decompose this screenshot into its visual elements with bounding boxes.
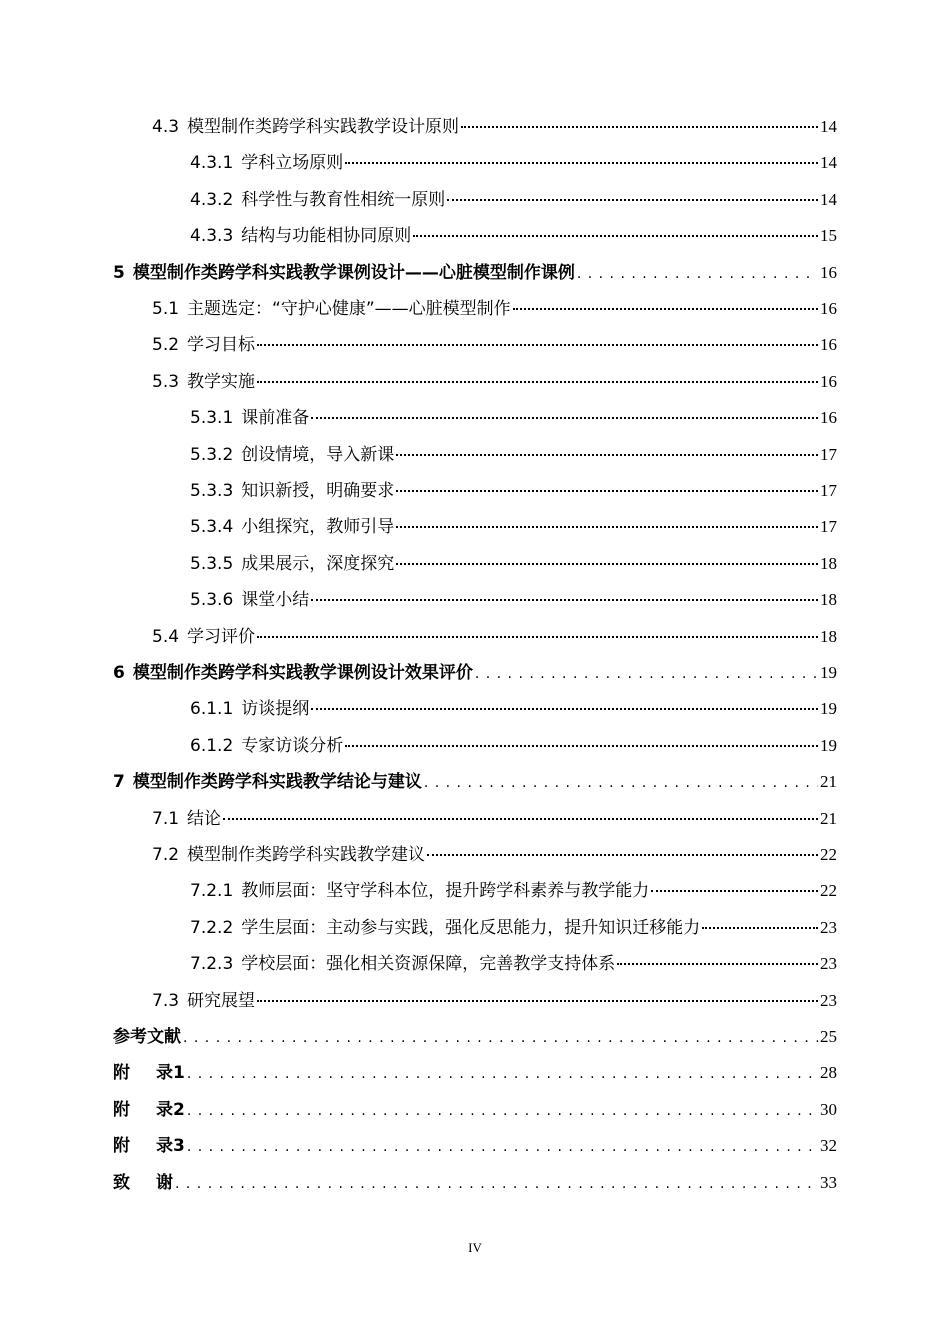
toc-entry-page: 21 bbox=[820, 772, 837, 792]
toc-entry-title bbox=[152, 990, 255, 1012]
toc-entry-text: 教师层面：坚守学科本位，提升跨学科素养与教学能力 bbox=[241, 881, 650, 902]
toc-entry-title bbox=[190, 407, 309, 429]
toc-entry[interactable] bbox=[113, 1062, 837, 1085]
toc-entry-text: 模型制作类跨学科实践教学建议 bbox=[187, 845, 426, 865]
toc-entry-title bbox=[190, 189, 445, 211]
toc-entry-text: 主题选定：“守护心健康”——心脏模型制作 bbox=[187, 299, 511, 319]
toc-dot-leader bbox=[257, 998, 818, 1002]
toc-entry-page: 28 bbox=[820, 1063, 837, 1083]
toc-entry-title bbox=[190, 480, 394, 502]
toc-entry-page: 32 bbox=[820, 1136, 837, 1156]
toc-entry-page: 19 bbox=[820, 663, 837, 682]
toc-entry-title bbox=[113, 1026, 181, 1048]
toc-dot-leader bbox=[427, 852, 818, 856]
toc-dot-leader bbox=[223, 816, 818, 820]
toc-entry-number: 4.3 bbox=[152, 117, 180, 137]
toc-entry-number: 6 bbox=[113, 663, 125, 683]
toc-entry-text: 模型制作类跨学科实践教学结论与建议 bbox=[132, 772, 422, 793]
toc-entry-page: 14 bbox=[820, 153, 837, 173]
page-number-footer: IV bbox=[468, 1240, 482, 1255]
toc-entry-text: 访谈提纲 bbox=[241, 699, 310, 720]
toc-dot-leader bbox=[617, 961, 818, 965]
toc-entry-title bbox=[113, 662, 473, 684]
toc-entry-text: 模型制作类跨学科实践教学设计原则 bbox=[187, 117, 460, 137]
toc-entry[interactable] bbox=[190, 589, 837, 611]
toc-entry-title bbox=[113, 1172, 173, 1194]
toc-entry-page: 17 bbox=[820, 444, 837, 464]
toc-entry-number: 7.1 bbox=[152, 808, 180, 829]
toc-entry-page: 16 bbox=[820, 299, 837, 318]
toc-dot-leader bbox=[461, 124, 818, 128]
toc-entry-page: 22 bbox=[820, 845, 837, 864]
toc-entry-text: 录1 bbox=[156, 1063, 185, 1084]
toc-entry[interactable] bbox=[152, 298, 837, 320]
toc-entry-text: 录3 bbox=[156, 1136, 185, 1157]
toc-entry-page: 30 bbox=[820, 1099, 837, 1119]
toc-entry-number: 5.2 bbox=[152, 335, 180, 356]
toc-entry[interactable] bbox=[152, 990, 837, 1012]
toc-entry-page: 33 bbox=[820, 1172, 837, 1192]
toc-dot-leader bbox=[257, 634, 818, 638]
toc-entry[interactable] bbox=[113, 1099, 837, 1122]
toc-entry-title bbox=[190, 553, 394, 575]
toc-entry[interactable] bbox=[113, 771, 837, 794]
toc-entry-number: 4.3.1 bbox=[190, 153, 234, 174]
toc-entry[interactable] bbox=[190, 225, 837, 247]
toc-entry-text: 课前准备 bbox=[241, 408, 310, 429]
toc-entry-title bbox=[190, 589, 309, 611]
toc-entry-page: 14 bbox=[820, 117, 837, 136]
toc-entry-number: 4.3.2 bbox=[190, 189, 234, 210]
toc-entry-number: 5.3.1 bbox=[190, 408, 234, 429]
toc-entry-title bbox=[190, 444, 394, 466]
toc-entry-number: 7.2.2 bbox=[190, 917, 234, 938]
toc-entry[interactable] bbox=[190, 953, 837, 975]
toc-entry-title bbox=[190, 516, 394, 538]
toc-entry-title bbox=[152, 116, 459, 138]
toc-entry-title bbox=[190, 953, 615, 975]
toc-entry-number: 7.2.3 bbox=[190, 954, 234, 975]
toc-entry-text: 科学性与教育性相统一原则 bbox=[241, 189, 446, 210]
toc-entry-text: 参考文献 bbox=[113, 1027, 181, 1047]
toc-entry-number: 5.3.4 bbox=[190, 517, 234, 538]
toc-entry-number: 6.1.2 bbox=[190, 735, 234, 756]
toc-dot-leader bbox=[475, 663, 818, 685]
toc-entry[interactable] bbox=[152, 626, 837, 648]
toc-entry-number: 5.4 bbox=[152, 626, 180, 647]
toc-entry[interactable] bbox=[190, 189, 837, 211]
toc-entry-number: 7.2 bbox=[152, 845, 180, 865]
toc-dot-leader bbox=[447, 197, 818, 201]
toc-entry-page: 23 bbox=[820, 954, 837, 974]
toc-dot-leader bbox=[187, 1100, 818, 1122]
toc-entry-number: 7.2.1 bbox=[190, 881, 234, 902]
toc-entry-page: 22 bbox=[820, 881, 837, 901]
toc-entry-text: 学习评价 bbox=[187, 626, 256, 647]
toc-entry[interactable] bbox=[113, 1172, 837, 1195]
toc-entry-page: 16 bbox=[820, 335, 837, 355]
toc-entry-title bbox=[152, 334, 255, 356]
toc-entry-text: 模型制作类跨学科实践教学课例设计效果评价 bbox=[132, 663, 473, 683]
toc-entry[interactable] bbox=[190, 480, 837, 502]
toc-dot-leader bbox=[311, 597, 818, 601]
toc-entry[interactable] bbox=[152, 371, 837, 393]
toc-entry[interactable] bbox=[113, 262, 837, 285]
toc-entry-text: 教学实施 bbox=[187, 371, 256, 392]
toc-entry-title bbox=[190, 225, 411, 247]
toc-entry-title bbox=[113, 771, 422, 793]
toc-entry[interactable] bbox=[190, 407, 837, 429]
toc-entry-title bbox=[113, 1135, 185, 1157]
toc-entry-text: 课堂小结 bbox=[241, 590, 310, 611]
toc-entry-page: 18 bbox=[820, 553, 837, 573]
toc-entry-number: 致 bbox=[113, 1172, 130, 1193]
toc-entry-number: 7 bbox=[113, 772, 125, 793]
toc-entry-title bbox=[190, 735, 343, 757]
toc-dot-leader bbox=[183, 1027, 818, 1049]
toc-entry-text: 创设情境，导入新课 bbox=[241, 444, 395, 465]
toc-entry-title bbox=[190, 152, 343, 174]
toc-dot-leader bbox=[175, 1173, 818, 1195]
toc-entry[interactable] bbox=[190, 735, 837, 757]
toc-entry-title bbox=[113, 262, 575, 284]
toc-dot-leader bbox=[396, 561, 818, 565]
toc-entry-page: 17 bbox=[820, 517, 837, 537]
toc-entry-page: 18 bbox=[820, 590, 837, 610]
toc-entry-page: 17 bbox=[820, 481, 837, 500]
toc-entry-text: 学校层面：强化相关资源保障，完善教学支持体系 bbox=[241, 954, 616, 975]
toc-entry-page: 16 bbox=[820, 408, 837, 428]
toc-entry-page: 16 bbox=[820, 262, 837, 282]
toc-dot-leader bbox=[257, 379, 818, 383]
toc-entry[interactable] bbox=[190, 917, 837, 939]
toc-entry[interactable] bbox=[190, 553, 837, 575]
toc-dot-leader bbox=[577, 263, 818, 285]
toc-entry-title bbox=[152, 371, 255, 393]
toc-entry[interactable] bbox=[113, 662, 837, 685]
toc-dot-leader bbox=[311, 706, 818, 710]
toc-entry-number: 6.1.1 bbox=[190, 699, 234, 720]
toc-dot-leader bbox=[187, 1063, 818, 1085]
toc-entry-number: 附 bbox=[113, 1099, 130, 1120]
toc-entry-number: 5.3.2 bbox=[190, 444, 234, 465]
toc-dot-leader bbox=[257, 342, 818, 346]
toc-entry-text: 模型制作类跨学科实践教学课例设计——心脏模型制作课例 bbox=[132, 262, 575, 283]
toc-entry-number: 5.3.3 bbox=[190, 481, 234, 501]
toc-dot-leader bbox=[424, 772, 818, 794]
toc-entry-text: 专家访谈分析 bbox=[241, 735, 344, 756]
toc-entry-text: 结论 bbox=[187, 808, 222, 829]
toc-entry-number: 4.3.3 bbox=[190, 226, 234, 247]
toc-entry[interactable] bbox=[190, 516, 837, 538]
toc-entry-number: 7.3 bbox=[152, 990, 180, 1011]
toc-entry-text: 录2 bbox=[156, 1099, 185, 1120]
toc-entry-text: 研究展望 bbox=[187, 990, 256, 1011]
toc-entry-number: 5.3.6 bbox=[190, 590, 234, 611]
toc-dot-leader bbox=[513, 306, 818, 310]
toc-entry-page: 19 bbox=[820, 735, 837, 755]
toc-entry-title bbox=[152, 844, 425, 866]
toc-dot-leader bbox=[396, 488, 818, 492]
toc-entry-text: 学习目标 bbox=[187, 335, 256, 356]
toc-entry-title bbox=[190, 698, 309, 720]
toc-entry-title bbox=[190, 880, 649, 902]
toc-entry-title bbox=[190, 917, 700, 939]
toc-entry-number: 附 bbox=[113, 1136, 130, 1157]
toc-entry-number: 5 bbox=[113, 262, 125, 283]
toc-entry-page: 19 bbox=[820, 699, 837, 719]
toc-entry-number: 附 bbox=[113, 1063, 130, 1084]
toc-entry-page: 14 bbox=[820, 189, 837, 209]
toc-entry-title bbox=[152, 808, 221, 830]
toc-entry[interactable] bbox=[152, 116, 837, 138]
toc-dot-leader bbox=[396, 452, 818, 456]
toc-dot-leader bbox=[345, 743, 818, 747]
toc-dot-leader bbox=[651, 888, 818, 892]
toc-entry[interactable] bbox=[190, 152, 837, 174]
toc-entry-text: 小组探究，教师引导 bbox=[241, 517, 395, 538]
toc-entry-page: 15 bbox=[820, 226, 837, 246]
toc-dot-leader bbox=[396, 524, 818, 528]
toc-dot-leader bbox=[311, 415, 818, 419]
toc-dot-leader bbox=[413, 233, 818, 237]
toc-entry[interactable] bbox=[152, 808, 837, 830]
toc-entry-page: 16 bbox=[820, 371, 837, 391]
toc-entry[interactable] bbox=[190, 444, 837, 466]
toc-entry-title bbox=[113, 1062, 185, 1084]
toc-entry-text: 知识新授，明确要求 bbox=[241, 481, 395, 501]
toc-dot-leader bbox=[345, 160, 818, 164]
toc-entry-text: 学生层面：主动参与实践，强化反思能力，提升知识迁移能力 bbox=[241, 917, 701, 938]
toc-entry-number: 5.3 bbox=[152, 371, 180, 392]
toc-entry-title bbox=[152, 626, 255, 648]
toc-dot-leader bbox=[187, 1136, 818, 1158]
toc-entry[interactable] bbox=[190, 880, 837, 902]
toc-entry-title bbox=[113, 1099, 185, 1121]
toc-entry[interactable] bbox=[152, 334, 837, 356]
toc-entry-title bbox=[152, 298, 511, 320]
toc-entry-page: 23 bbox=[820, 990, 837, 1010]
toc-entry-text: 成果展示，深度探究 bbox=[241, 553, 395, 574]
toc-entry-page: 21 bbox=[820, 808, 837, 828]
toc-entry[interactable] bbox=[113, 1135, 837, 1158]
toc-dot-leader bbox=[702, 925, 818, 929]
toc-entry-text: 结构与功能相协同原则 bbox=[241, 226, 412, 247]
toc-entry-page: 23 bbox=[820, 917, 837, 937]
toc-entry-text: 学科立场原则 bbox=[241, 153, 344, 174]
toc-entry[interactable] bbox=[152, 844, 837, 866]
toc-entry-page: 25 bbox=[820, 1027, 837, 1046]
toc-entry[interactable] bbox=[113, 1026, 837, 1049]
toc-entry-text: 谢 bbox=[156, 1172, 173, 1193]
toc-entry-number: 5.3.5 bbox=[190, 553, 234, 574]
toc-entry-page: 18 bbox=[820, 626, 837, 646]
toc-entry[interactable] bbox=[190, 698, 837, 720]
toc-entry-number: 5.1 bbox=[152, 299, 180, 319]
